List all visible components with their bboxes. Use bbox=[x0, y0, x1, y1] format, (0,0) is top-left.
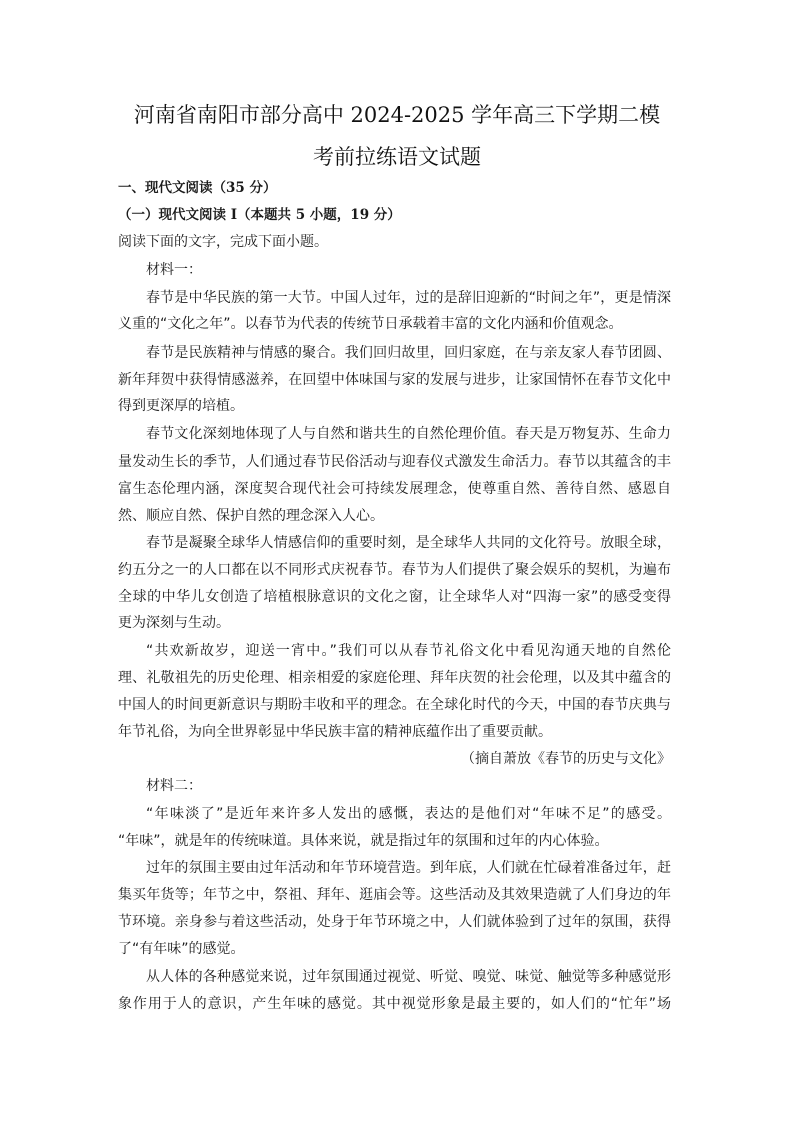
paragraph-line: 得到更深厚的培植。 bbox=[118, 398, 244, 414]
paragraph-line: “年味”，就是年的传统味道。具体来说，就是指过年的氛围和过年的内心体验。 bbox=[118, 833, 609, 849]
paragraph-line: 新年拜贺中获得情感滋养，在回望中体味国与家的发展与进步，让家国情怀在春节文化中 bbox=[118, 372, 671, 388]
paragraph-line: 约五分之一的人口都在以不同形式庆祝春节。春节为人们提供了聚会娱乐的契机，为遍布 bbox=[118, 562, 671, 578]
paragraph-line: 从人体的各种感觉来说，过年氛围通过视觉、听觉、嗅觉、味觉、触觉等多种感觉形 bbox=[146, 969, 671, 985]
paragraph-line: 年节礼俗，为向全世界彰显中华民族丰富的精神底蕴作出了重要贡献。 bbox=[118, 724, 552, 740]
paragraph-line: 更为深刻与生动。 bbox=[118, 615, 230, 631]
paragraph-line: “共欢新故岁，迎送一宵中。”我们可以从春节礼俗文化中看见沟通天地的自然伦 bbox=[146, 643, 671, 659]
paragraph-line: 春节是民族精神与情感的聚合。我们回归故里，回归家庭，在与亲友家人春节团圆、 bbox=[146, 345, 671, 361]
material-label: 材料二： bbox=[146, 778, 202, 794]
paragraph-line: 富生态伦理内涵，深度契合现代社会可持续发展理念，使尊重自然、善待自然、感恩自 bbox=[118, 481, 671, 497]
exam-subtitle: 考前拉练语文试题 bbox=[313, 145, 481, 169]
instruction-text: 阅读下面的文字，完成下面小题。 bbox=[118, 234, 328, 250]
paragraph-line: 节环境。亲身参与着这些活动，处身于年节环境之中，人们就体验到了过年的氛围，获得 bbox=[118, 914, 671, 930]
material-label: 材料一： bbox=[146, 262, 202, 278]
exam-title: 河南省南阳市部分高中 2024-2025 学年高三下学期二模 bbox=[133, 103, 661, 127]
paragraph-line: 春节是凝聚全球华人情感信仰的重要时刻，是全球华人共同的文化符号。放眼全球， bbox=[146, 535, 671, 551]
subsection-heading: （一）现代文阅读 I（本题共 5 小题，19 分） bbox=[118, 207, 401, 223]
paragraph-line: 象作用于人的意识，产生年味的感觉。其中视觉形象是最主要的，如人们的“忙年”场 bbox=[118, 996, 671, 1012]
paragraph-line: 春节文化深刻地体现了人与自然和谐共生的自然伦理价值。春天是万物复苏、生命力 bbox=[146, 426, 671, 442]
paragraph-line: 过年的氛围主要由过年活动和年节环境营造。到年底，人们就在忙碌着准备过年，赶 bbox=[146, 860, 671, 876]
paragraph-line: 集买年货等；年节之中，祭祖、拜年、逛庙会等。这些活动及其效果造就了人们身边的年 bbox=[118, 887, 671, 903]
paragraph-line: 春节是中华民族的第一大节。中国人过年，过的是辞旧迎新的“时间之年”，更是情深 bbox=[146, 290, 671, 306]
paragraph-line: 义重的“文化之年”。以春节为代表的传统节日承载着丰富的文化内涵和价值观念。 bbox=[118, 316, 623, 332]
source-citation: （摘自萧放《春节的历史与文化》 bbox=[461, 751, 671, 767]
paragraph-line: 量发动生长的季节，人们通过春节民俗活动与迎春仪式激发生命活力。春节以其蕴含的丰 bbox=[118, 454, 671, 470]
paragraph-line: 了“有年味”的感觉。 bbox=[118, 941, 245, 957]
paragraph-line: “年味淡了”是近年来许多人发出的感慨，表达的是他们对“年味不足”的感受。 bbox=[146, 806, 671, 822]
paragraph-line: 理、礼敬祖先的历史伦理、相亲相爱的家庭伦理、拜年庆贺的社会伦理，以及其中蕴含的 bbox=[118, 670, 671, 686]
section-heading: 一、现代文阅读（35 分） bbox=[118, 180, 277, 196]
paragraph-line: 然、顺应自然、保护自然的理念深入人心。 bbox=[118, 508, 384, 524]
paragraph-line: 中国人的时间更新意识与期盼丰收和平的理念。在全球化时代的今天，中国的春节庆典与 bbox=[118, 697, 671, 713]
paragraph-line: 全球的中华儿女创造了培植根脉意识的文化之窗，让全球华人对“四海一家”的感受变得 bbox=[118, 589, 671, 605]
